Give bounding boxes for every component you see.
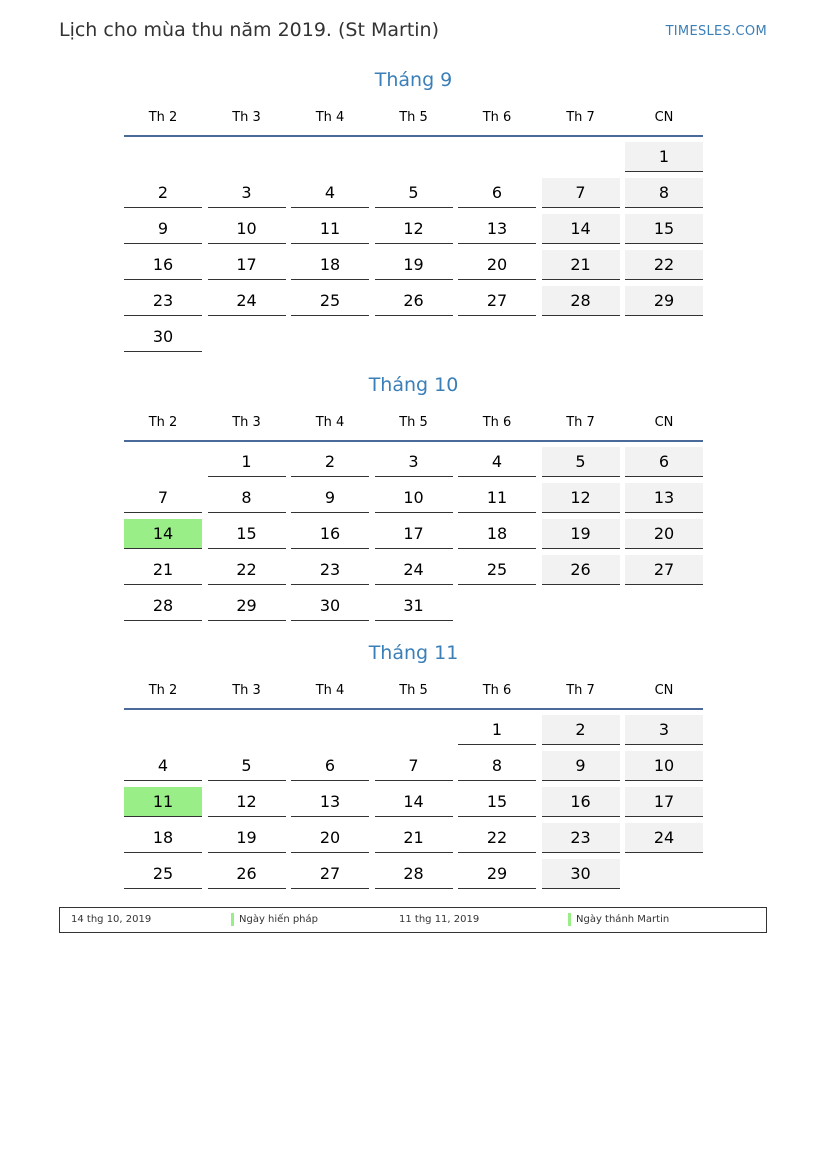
day-cell[interactable]: 7 xyxy=(375,751,453,781)
day-cell[interactable]: 11 xyxy=(291,214,369,244)
weekday-label: Th 3 xyxy=(232,110,261,125)
empty-day-cell xyxy=(124,715,202,745)
empty-day-cell xyxy=(542,142,620,172)
day-cell[interactable]: 6 xyxy=(291,751,369,781)
day-cell[interactable]: 1 xyxy=(458,715,536,745)
day-cell[interactable]: 11 xyxy=(458,483,536,513)
week-row xyxy=(124,483,703,519)
brand-link[interactable]: TIMESLES.COM xyxy=(665,24,767,39)
day-cell[interactable]: 16 xyxy=(124,250,202,280)
weekday-label: Th 7 xyxy=(566,110,595,125)
empty-day-cell xyxy=(458,591,536,621)
day-cell[interactable]: 28 xyxy=(124,591,202,621)
day-cell[interactable]: 22 xyxy=(458,823,536,853)
week-row xyxy=(124,322,703,358)
day-cell[interactable]: 1 xyxy=(625,142,703,172)
day-cell[interactable]: 18 xyxy=(291,250,369,280)
empty-day-cell xyxy=(291,142,369,172)
weekday-label: Th 5 xyxy=(399,415,428,430)
day-cell[interactable]: 5 xyxy=(208,751,286,781)
day-cell[interactable]: 29 xyxy=(458,859,536,889)
day-cell[interactable]: 25 xyxy=(124,859,202,889)
holiday-legend xyxy=(59,907,767,933)
weekday-label: Th 4 xyxy=(315,110,345,125)
day-cell[interactable]: 4 xyxy=(458,447,536,477)
weekday-label: CN xyxy=(654,683,674,698)
day-cell[interactable]: 12 xyxy=(542,483,620,513)
day-cell[interactable]: 8 xyxy=(208,483,286,513)
empty-day-cell xyxy=(208,142,286,172)
weekday-header-row xyxy=(124,100,703,137)
empty-day-cell xyxy=(208,715,286,745)
day-cell[interactable]: 9 xyxy=(124,214,202,244)
week-row xyxy=(124,142,703,178)
week-row xyxy=(124,519,703,555)
week-row xyxy=(124,787,703,823)
weekday-label: Th 5 xyxy=(399,110,428,125)
day-cell[interactable]: 22 xyxy=(208,555,286,585)
day-cell[interactable]: 18 xyxy=(458,519,536,549)
day-cell[interactable]: 27 xyxy=(291,859,369,889)
weekday-label: Th 2 xyxy=(148,110,178,125)
day-cell[interactable]: 26 xyxy=(375,286,453,316)
empty-day-cell xyxy=(291,322,369,352)
day-cell[interactable]: 6 xyxy=(625,447,703,477)
day-cell[interactable]: 24 xyxy=(375,555,453,585)
day-cell[interactable]: 12 xyxy=(208,787,286,817)
week-row xyxy=(124,751,703,787)
legend-date: 11 thg 11, 2019 xyxy=(399,914,480,925)
weekday-label: Th 7 xyxy=(566,683,595,698)
page-title: Lịch cho mùa thu năm 2019. (St Martin) xyxy=(59,19,440,41)
legend-holiday-name: Ngày hiến pháp xyxy=(239,914,318,925)
day-cell[interactable]: 9 xyxy=(291,483,369,513)
weekday-label: CN xyxy=(654,110,674,125)
day-cell[interactable]: 3 xyxy=(375,447,453,477)
weekday-label: CN xyxy=(654,415,674,430)
weekday-label: Th 2 xyxy=(148,415,178,430)
day-cell[interactable]: 10 xyxy=(625,751,703,781)
day-cell[interactable]: 15 xyxy=(625,214,703,244)
empty-day-cell xyxy=(458,322,536,352)
weekday-label: Th 6 xyxy=(482,415,512,430)
legend-date: 14 thg 10, 2019 xyxy=(71,914,152,925)
day-cell[interactable]: 8 xyxy=(625,178,703,208)
day-cell[interactable]: 17 xyxy=(375,519,453,549)
day-cell[interactable]: 27 xyxy=(458,286,536,316)
empty-day-cell xyxy=(625,591,703,621)
week-row xyxy=(124,591,703,627)
empty-day-cell xyxy=(458,142,536,172)
weekday-label: Th 4 xyxy=(315,415,345,430)
month-block xyxy=(124,65,703,358)
day-cell[interactable]: 19 xyxy=(542,519,620,549)
weekday-label: Th 2 xyxy=(148,683,178,698)
empty-day-cell xyxy=(208,322,286,352)
day-cell[interactable]: 7 xyxy=(124,483,202,513)
day-cell[interactable]: 3 xyxy=(625,715,703,745)
week-row xyxy=(124,555,703,591)
day-cell[interactable]: 25 xyxy=(458,555,536,585)
day-cell[interactable]: 21 xyxy=(542,250,620,280)
day-cell[interactable]: 15 xyxy=(208,519,286,549)
day-cell[interactable]: 30 xyxy=(124,322,202,352)
day-cell[interactable]: 18 xyxy=(124,823,202,853)
weekday-label: Th 7 xyxy=(566,415,595,430)
day-cell[interactable]: 23 xyxy=(124,286,202,316)
day-cell[interactable]: 30 xyxy=(291,591,369,621)
month-block xyxy=(124,370,703,627)
day-cell[interactable]: 4 xyxy=(124,751,202,781)
weekday-label: Th 6 xyxy=(482,683,512,698)
day-cell[interactable]: 16 xyxy=(291,519,369,549)
empty-day-cell xyxy=(124,447,202,477)
empty-day-cell xyxy=(542,322,620,352)
weekday-header-row xyxy=(124,405,703,442)
day-cell[interactable]: 2 xyxy=(124,178,202,208)
day-cell[interactable]: 5 xyxy=(542,447,620,477)
day-cell[interactable]: 22 xyxy=(625,250,703,280)
day-cell[interactable]: 15 xyxy=(458,787,536,817)
day-cell[interactable]: 26 xyxy=(542,555,620,585)
day-cell[interactable]: 2 xyxy=(291,447,369,477)
day-cell[interactable]: 28 xyxy=(375,859,453,889)
day-cell[interactable]: 28 xyxy=(542,286,620,316)
day-cell[interactable]: 29 xyxy=(208,591,286,621)
day-cell[interactable]: 23 xyxy=(291,555,369,585)
empty-day-cell xyxy=(375,322,453,352)
day-cell[interactable]: 4 xyxy=(291,178,369,208)
day-cell[interactable]: 27 xyxy=(625,555,703,585)
empty-day-cell xyxy=(625,859,703,889)
weekday-header-row xyxy=(124,673,703,710)
day-cell[interactable]: 20 xyxy=(458,250,536,280)
day-cell[interactable]: 14 xyxy=(542,214,620,244)
day-cell[interactable]: 31 xyxy=(375,591,453,621)
empty-day-cell xyxy=(124,142,202,172)
day-cell[interactable]: 9 xyxy=(542,751,620,781)
holiday-color-marker xyxy=(568,913,571,926)
week-row xyxy=(124,214,703,250)
day-cell[interactable]: 29 xyxy=(625,286,703,316)
week-row xyxy=(124,178,703,214)
month-title: Tháng 10 xyxy=(368,374,459,396)
day-cell[interactable]: 1 xyxy=(208,447,286,477)
day-cell[interactable]: 8 xyxy=(458,751,536,781)
day-cell[interactable]: 23 xyxy=(542,823,620,853)
month-title: Tháng 9 xyxy=(374,69,453,91)
empty-day-cell xyxy=(542,591,620,621)
empty-day-cell xyxy=(375,715,453,745)
day-cell[interactable]: 17 xyxy=(208,250,286,280)
weekday-label: Th 3 xyxy=(232,415,261,430)
day-cell[interactable]: 13 xyxy=(291,787,369,817)
day-cell[interactable]: 24 xyxy=(208,286,286,316)
empty-day-cell xyxy=(375,142,453,172)
day-cell[interactable]: 13 xyxy=(625,483,703,513)
day-cell[interactable]: 19 xyxy=(208,823,286,853)
day-cell[interactable]: 13 xyxy=(458,214,536,244)
day-cell[interactable]: 2 xyxy=(542,715,620,745)
day-cell[interactable]: 20 xyxy=(625,519,703,549)
weekday-label: Th 4 xyxy=(315,683,345,698)
week-row xyxy=(124,250,703,286)
weekday-label: Th 3 xyxy=(232,683,261,698)
empty-day-cell xyxy=(625,322,703,352)
month-block xyxy=(124,638,703,895)
month-title: Tháng 11 xyxy=(368,642,459,664)
weekday-label: Th 6 xyxy=(482,110,512,125)
week-row xyxy=(124,859,703,895)
holiday-day-cell[interactable]: 11 xyxy=(124,787,202,817)
weekday-label: Th 5 xyxy=(399,683,428,698)
day-cell[interactable]: 12 xyxy=(375,214,453,244)
week-row xyxy=(124,286,703,322)
holiday-color-marker xyxy=(231,913,234,926)
day-cell[interactable]: 19 xyxy=(375,250,453,280)
day-cell[interactable]: 30 xyxy=(542,859,620,889)
day-cell[interactable]: 26 xyxy=(208,859,286,889)
day-cell[interactable]: 10 xyxy=(375,483,453,513)
day-cell[interactable]: 7 xyxy=(542,178,620,208)
week-row xyxy=(124,447,703,483)
day-cell[interactable]: 16 xyxy=(542,787,620,817)
week-row xyxy=(124,823,703,859)
week-row xyxy=(124,715,703,751)
day-cell[interactable]: 14 xyxy=(375,787,453,817)
holiday-day-cell[interactable]: 14 xyxy=(124,519,202,549)
day-cell[interactable]: 21 xyxy=(124,555,202,585)
day-cell[interactable]: 10 xyxy=(208,214,286,244)
day-cell[interactable]: 20 xyxy=(291,823,369,853)
day-cell[interactable]: 25 xyxy=(291,286,369,316)
day-cell[interactable]: 5 xyxy=(375,178,453,208)
legend-holiday-name: Ngày thánh Martin xyxy=(576,914,670,925)
day-cell[interactable]: 6 xyxy=(458,178,536,208)
day-cell[interactable]: 17 xyxy=(625,787,703,817)
day-cell[interactable]: 3 xyxy=(208,178,286,208)
day-cell[interactable]: 21 xyxy=(375,823,453,853)
day-cell[interactable]: 24 xyxy=(625,823,703,853)
empty-day-cell xyxy=(291,715,369,745)
